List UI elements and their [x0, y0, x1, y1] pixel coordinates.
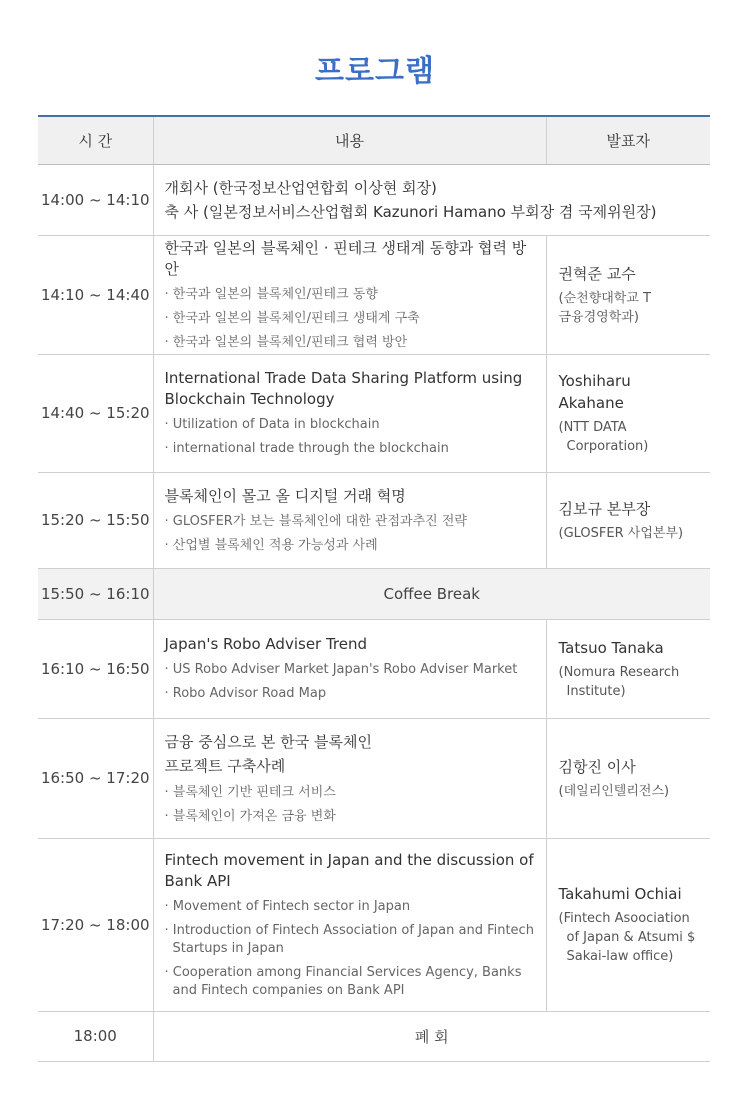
- session-time: 18:00: [38, 1011, 153, 1061]
- session-title: 한국과 일본의 블록체인 · 핀테크 생태계 동향과 협력 방안: [164, 238, 527, 278]
- session-topic: · 산업별 블록체인 적용 가능성과 사례: [164, 537, 378, 553]
- session-content: [153, 718, 546, 838]
- session-title-line: 프로젝트 구축사례: [164, 757, 286, 775]
- session-time: 16:50 ~ 17:20: [38, 718, 153, 838]
- session-title-line: 금융 중심으로 본 한국 블록체인: [164, 733, 372, 751]
- session-topic: · US Robo Adviser Market Japan's Robo Adviser Market: [164, 662, 518, 677]
- session-speaker: [546, 838, 710, 1011]
- session-content: [153, 472, 546, 568]
- session-topics: [165, 513, 538, 555]
- session-topic: · 한국과 일본의 블록체인/핀테크 협력 방안: [164, 334, 408, 350]
- session-topic: · 블록체인이 가져온 금융 변화: [164, 809, 336, 824]
- speaker-name: 김보규 본부장: [558, 499, 651, 518]
- session-topic: · 블록체인 기반 핀테크 서비스: [164, 785, 336, 800]
- table-header-row: [38, 116, 710, 164]
- session-speaker: [546, 619, 710, 718]
- session-topics: [165, 286, 538, 352]
- header-speaker: 발표자: [546, 116, 710, 164]
- session-content: [153, 164, 710, 235]
- speaker-affiliation: (GLOSFER 사업본부): [558, 525, 684, 541]
- table-row: [38, 1011, 710, 1061]
- session-topic: · Robo Advisor Road Map: [164, 686, 327, 701]
- table-row: [38, 619, 710, 718]
- speaker-name: Takahumi Ochiai: [558, 885, 682, 903]
- session-topics: [165, 784, 538, 826]
- speaker-affiliation: (데일리인텔리전스): [558, 783, 670, 799]
- session-topics: [165, 416, 538, 458]
- session-topics: [165, 661, 538, 703]
- table-row: [38, 838, 710, 1011]
- speaker-affiliation: (순천향대학교 T금융경영학과): [558, 290, 651, 325]
- session-topic: · 한국과 일본의 블록체인/핀테크 생태계 구축: [164, 310, 420, 326]
- session-speaker: [546, 718, 710, 838]
- speaker-name: 김항진 이사: [558, 757, 636, 776]
- speaker-name: 권혁준 교수: [558, 264, 636, 283]
- session-title: International Trade Data Sharing Platform using Blockchain Technology: [164, 369, 523, 408]
- table-row: [38, 718, 710, 838]
- closing-label: 폐 회: [153, 1011, 710, 1061]
- coffee-break-row: [38, 568, 710, 619]
- speaker-name: Yoshiharu Akahane: [558, 372, 631, 412]
- session-speaker: [546, 354, 710, 472]
- session-content: [153, 354, 546, 472]
- session-speaker: [546, 235, 710, 354]
- session-speaker: [546, 472, 710, 568]
- session-content: [153, 235, 546, 354]
- table-row: [38, 235, 710, 354]
- session-time: 15:20 ~ 15:50: [38, 472, 153, 568]
- session-time: 14:10 ~ 14:40: [38, 235, 153, 354]
- session-topic: · Introduction of Fintech Association of Japan and Fintech Startups in Japan: [164, 922, 534, 956]
- session-time: 15:50 ~ 16:10: [38, 568, 153, 619]
- session-title-line: 축 사 (일본정보서비스산업협회 Kazunori Hamano 부회장 겸 국제위원장): [164, 202, 657, 221]
- page-title: 프로그램: [315, 54, 435, 89]
- session-topic: · Movement of Fintech sector in Japan: [164, 898, 411, 914]
- table-row: [38, 164, 710, 235]
- session-title: 블록체인이 몰고 올 디지털 거래 혁명: [164, 486, 406, 505]
- session-title: Japan's Robo Adviser Trend: [164, 635, 368, 653]
- speaker-affiliation: (NTT DATA Corporation): [558, 420, 649, 454]
- speaker-name: Tatsuo Tanaka: [558, 638, 664, 657]
- session-time: 17:20 ~ 18:00: [38, 838, 153, 1011]
- program-table: [38, 115, 710, 1062]
- speaker-affiliation: (Nomura Research Institute): [558, 664, 680, 699]
- session-topic: · Utilization of Data in blockchain: [164, 417, 380, 432]
- header-content: 내용: [153, 116, 546, 164]
- session-topics: [165, 898, 538, 1000]
- session-title: Fintech movement in Japan and the discussion of Bank API: [164, 850, 534, 890]
- session-title-line: 개회사 (한국정보산업연합회 이상현 회장): [164, 178, 437, 197]
- session-time: 14:40 ~ 15:20: [38, 354, 153, 472]
- session-content: [153, 619, 546, 718]
- header-time: 시 간: [38, 116, 153, 164]
- session-topic: · 한국과 일본의 블록체인/핀테크 동향: [164, 286, 378, 302]
- session-topic: · international trade through the blockchain: [164, 441, 449, 456]
- coffee-break-label: Coffee Break: [153, 568, 710, 619]
- table-row: [38, 472, 710, 568]
- session-topic: · GLOSFER가 보는 블록체인에 대한 관점과추진 전략: [164, 513, 467, 529]
- table-row: [38, 354, 710, 472]
- session-time: 14:00 ~ 14:10: [38, 164, 153, 235]
- session-topic: · Cooperation among Financial Services Agency, Banks and Fintech companies on Bank API: [164, 964, 522, 998]
- speaker-affiliation: (Fintech Asoociation of Japan & Atsumi $ Sakai-law office): [558, 911, 696, 964]
- session-content: [153, 838, 546, 1011]
- session-time: 16:10 ~ 16:50: [38, 619, 153, 718]
